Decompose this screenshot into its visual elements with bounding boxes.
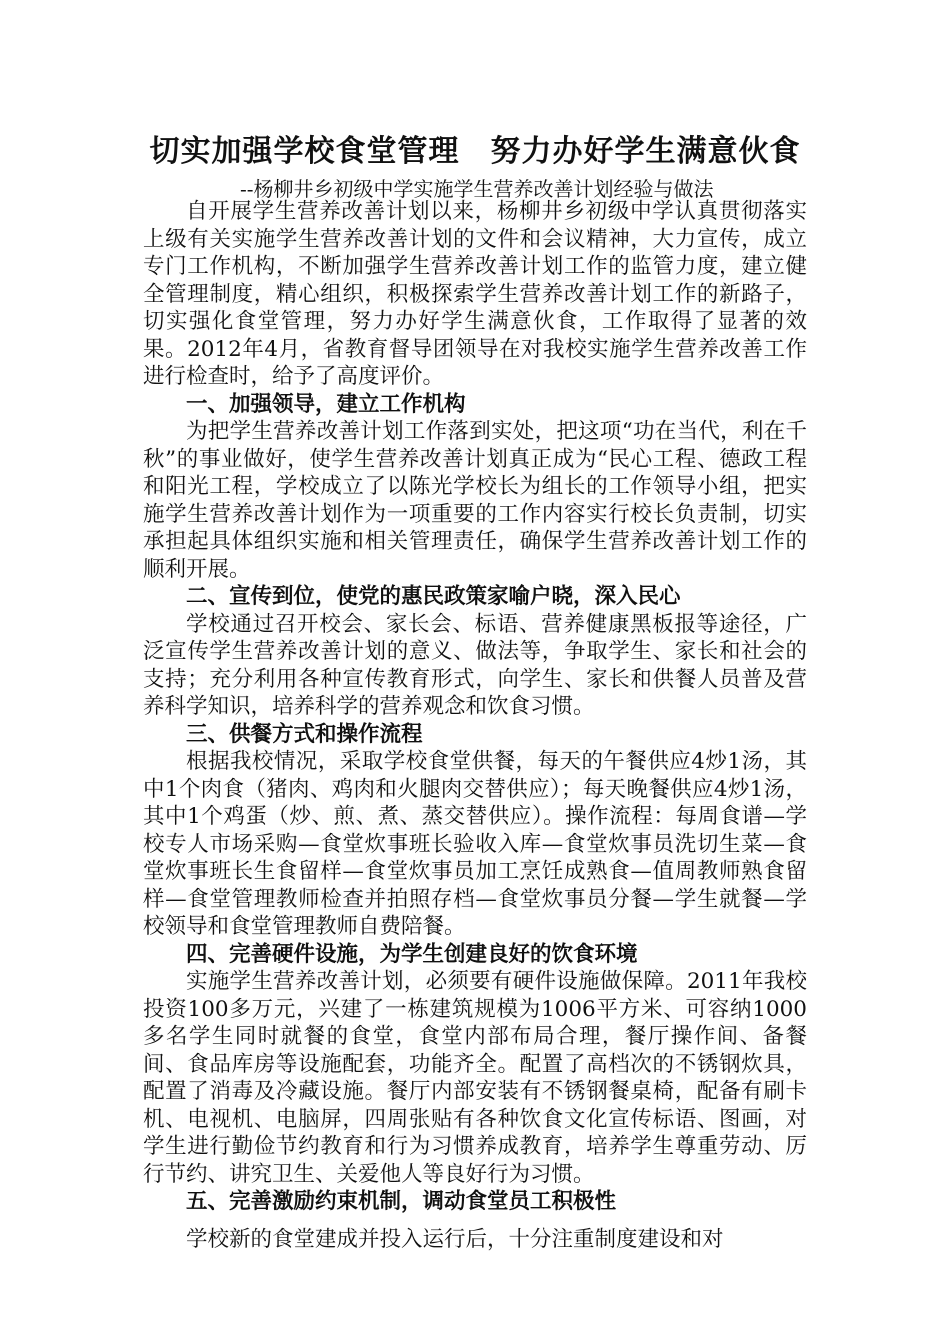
section-paragraph-3: 根据我校情况，采取学校食堂供餐，每天的午餐供应4炒1汤，其中1个肉食（猪肉、鸡肉和火腿肉交替供应）；每天晚餐供应4炒1汤，其中1个鸡蛋（炒、煎、煮、蒸交替供应）。操作流程：每周食谱—学校专人市场采购—食堂炊事班长验收入库—食堂炊事员洗切生菜—食堂炊事班长生食留样—食堂炊事员加工烹饪成熟食—值周教师熟食留样—食堂管理教师检查并拍照存档—食堂炊事员分餐—学生就餐—学校领导和食堂管理教师自费陪餐。	[143, 749, 807, 939]
intro-paragraph: 自开展学生营养改善计划以来，杨柳井乡初级中学认真贯彻落实上级有关实施学生营养改善计划的文件和会议精神，大力宣传，成立专门工作机构，不断加强学生营养改善计划工作的监管力度，建立健全管理制度，精心组织，积极探索学生营养改善计划工作的新路子，切实强化食堂管理，努力办好学生满意伙食，工作取得了显著的效果。2012年4月，省教育督导团领导在对我校实施学生营养改善工作进行检查时，给予了高度评价。	[143, 199, 807, 389]
section-paragraph-4: 实施学生营养改善计划，必须要有硬件设施做保障。2011年我校投资100多万元，兴建了一栋建筑规模为1006平方米、可容纳1000多名学生同时就餐的食堂，食堂内部布局合理，餐厅操作间、备餐间、食品库房等设施配套，功能齐全。配置了高档次的不锈钢炊具，配置了消毒及冷藏设施。餐厅内部安装有不锈钢餐桌椅，配备有刷卡机、电视机、电脑屏，四周张贴有各种饮食文化宣传标语、图画，对学生进行勤俭节约教育和行为习惯养成教育，培养学生尊重劳动、厉行节约、讲究卫生、关爱他人等良好行为习惯。	[143, 969, 807, 1187]
section-heading-2: 二、宣传到位，使党的惠民政策家喻户晓，深入民心	[186, 584, 681, 609]
section-heading-1: 一、加强领导，建立工作机构	[186, 391, 466, 417]
section-heading-3: 三、供餐方式和操作流程	[186, 721, 423, 747]
document-body	[143, 198, 807, 1253]
section-heading-4: 四、完善硬件设施，为学生创建良好的饮食环境	[186, 941, 638, 967]
section-paragraph-5: 学校新的食堂建成并投入运行后，十分注重制度建设和对	[186, 1226, 724, 1252]
section-paragraph-2: 学校通过召开校会、家长会、标语、营养健康黑板报等途径，广泛宣传学生营养改善计划的意义、做法等，争取学生、家长和社会的支持；充分利用各种宣传教育形式，向学生、家长和供餐人员普及营养科学知识，培养科学的营养观念和饮食习惯。	[143, 611, 807, 719]
section-paragraph-1: 为把学生营养改善计划工作落到实处，把这项“功在当代，利在千秋”的事业做好，使学生营养改善计划真正成为“民心工程、德政工程和阳光工程，学校成立了以陈光学校长为组长的工作领导小组，把实施学生营养改善计划作为一项重要的工作内容实行校长负责制，切实承担起具体组织实施和相关管理责任，确保学生营养改善计划工作的顺利开展。	[143, 419, 807, 582]
section-heading-5: 五、完善激励约束机制，调动食堂员工积极性	[186, 1189, 617, 1214]
document-subtitle: --杨柳井乡初级中学实施学生营养改善计划经验与做法	[240, 177, 714, 201]
document-title: 切实加强学校食堂管理 努力办好学生满意伙食	[149, 134, 801, 169]
